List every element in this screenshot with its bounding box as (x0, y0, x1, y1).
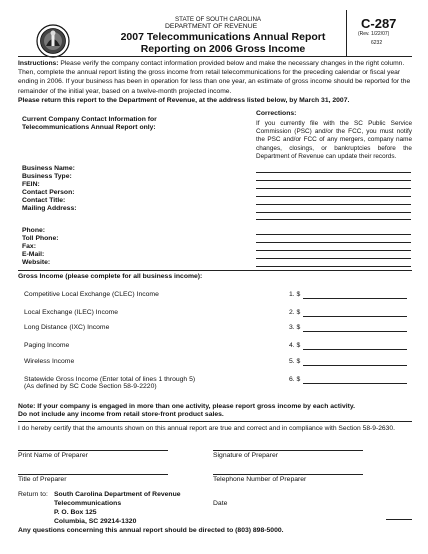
address-line3: P. O. Box 125 (54, 509, 97, 516)
income-line-label: Long Distance (IXC) Income (24, 324, 110, 331)
income-amount-line[interactable] (303, 349, 407, 350)
contact-field-label: Phone: (22, 227, 46, 235)
print-name-line[interactable] (18, 450, 168, 451)
return-notice: Please return this report to the Department of Revenue, at the address listed below, by March 31, 2007. (18, 97, 350, 104)
line6-definition: (As defined by SC Code Section 58-9-2220) (24, 383, 157, 390)
page-subtitle: Reporting on 2006 Gross Income (140, 43, 306, 55)
address-line1: South Carolina Department of Revenue (54, 491, 181, 498)
contact-field-label: Toll Phone: (22, 235, 59, 243)
certification-rule (18, 421, 412, 422)
title-line[interactable] (18, 474, 168, 475)
contact-field-line[interactable] (256, 204, 411, 205)
header-rule (18, 56, 412, 57)
return-to-label: Return to: (18, 491, 48, 498)
income-line-label: Competitive Local Exchange (CLEC) Income (24, 291, 159, 298)
income-line-label: Local Exchange (ILEC) Income (24, 309, 119, 316)
questions-text: Any questions concerning this annual report should be directed to (803) 898-5000. (18, 527, 284, 534)
contact-field-line[interactable] (256, 266, 411, 267)
signature-label: Signature of Preparer (213, 452, 278, 459)
income-line-number: 4. $ (289, 342, 301, 349)
address-line2: Telecommunications (54, 500, 122, 507)
corrections-text: If you currently file with the SC Public Service Commission (PSC) and/or the FCC, you must notify the PSC and/or FCC of any mergers, company name changes, closings, or bankruptcies before the Department of Revenue can update their records. (256, 120, 412, 160)
income-line-number: 3. $ (289, 324, 301, 331)
date-line[interactable] (386, 519, 412, 520)
corrections-label: Corrections: (256, 110, 297, 117)
income-amount-line[interactable] (303, 383, 407, 384)
section-rule (18, 270, 412, 271)
instructions-text: Please verify the company contact information provided below and make the necessary changes in the right column. Then, complete the annual report listing the gross income from retail telecommunications for the preceding calendar or fiscal year ending in 2006. If your business has been in operation for less than one year, an estimate of gross income should be reported for the remainder of the initial year, based on a twelve-month projected income. (18, 60, 411, 95)
contact-field-line[interactable] (256, 180, 411, 181)
contact-heading-line2: Telecommunications Annual Report only: (22, 124, 156, 131)
gross-income-heading: Gross Income (please complete for all business income): (18, 273, 203, 280)
income-amount-line[interactable] (303, 316, 407, 317)
department-name: DEPARTMENT OF REVENUE (165, 23, 258, 30)
title-label: Title of Preparer (18, 476, 67, 483)
contact-field-label: Business Type: (22, 172, 72, 180)
signature-line[interactable] (213, 450, 363, 451)
contact-field-line[interactable] (256, 258, 411, 259)
date-label: Date (213, 500, 228, 507)
note-line1: Note: If your company is engaged in more than one activity, please report gross income by each activity. (18, 403, 356, 410)
contact-field-line[interactable] (256, 172, 411, 173)
income-line-number: 1. $ (289, 291, 301, 298)
income-amount-line[interactable] (303, 365, 407, 366)
print-name-label: Print Name of Preparer (18, 452, 88, 459)
form-number: C-287 (361, 16, 397, 31)
income-line-number: 2. $ (289, 309, 301, 316)
contact-heading-line1: Current Company Contact Information for (22, 116, 157, 123)
contact-field-label: FEIN: (22, 180, 40, 188)
income-line-number: 5. $ (289, 358, 301, 365)
income-amount-line[interactable] (303, 298, 407, 299)
form-code: 6232 (371, 40, 383, 46)
contact-field-label: Contact Title: (22, 196, 66, 204)
state-name: STATE OF SOUTH CAROLINA (175, 16, 262, 23)
income-line-label: Statewide Gross Income (Enter total of lines 1 through 5) (24, 376, 196, 383)
header-divider (346, 10, 347, 56)
contact-field-label: Website: (22, 258, 51, 266)
income-line-label: Paging Income (24, 342, 70, 349)
contact-field-label: E-Mail: (22, 251, 45, 258)
phone-label: Telephone Number of Preparer (213, 476, 307, 483)
income-amount-line[interactable] (303, 331, 407, 332)
instructions-block (18, 59, 412, 96)
contact-field-line[interactable] (256, 196, 411, 197)
contact-field-line[interactable] (256, 219, 411, 220)
note-line2: Do not include any income from retail store-front product sales. (18, 411, 224, 418)
contact-field-line[interactable] (256, 212, 411, 213)
form-revision: (Rev. 1/22/07) (358, 31, 390, 37)
contact-field-line[interactable] (256, 234, 411, 235)
income-line-label: Wireless Income (24, 358, 75, 365)
phone-line[interactable] (213, 474, 363, 475)
contact-field-line[interactable] (256, 188, 411, 189)
page-title: 2007 Telecommunications Annual Report (120, 31, 326, 43)
instructions-label: Instructions: (18, 60, 59, 67)
state-seal-logo (36, 24, 70, 58)
contact-field-line[interactable] (256, 242, 411, 243)
contact-field-line[interactable] (256, 250, 411, 251)
contact-field-label: Mailing Address: (22, 204, 77, 212)
income-line-number: 6. $ (289, 376, 301, 383)
certification-text: I do hereby certify that the amounts shown on this annual report are true and correct and in compliance with Section 58-9-2630. (18, 425, 395, 432)
contact-field-label: Business Name: (22, 165, 75, 172)
contact-field-label: Contact Person: (22, 188, 75, 196)
contact-field-label: Fax: (22, 243, 36, 251)
address-line4: Columbia, SC 29214-1320 (54, 518, 137, 525)
